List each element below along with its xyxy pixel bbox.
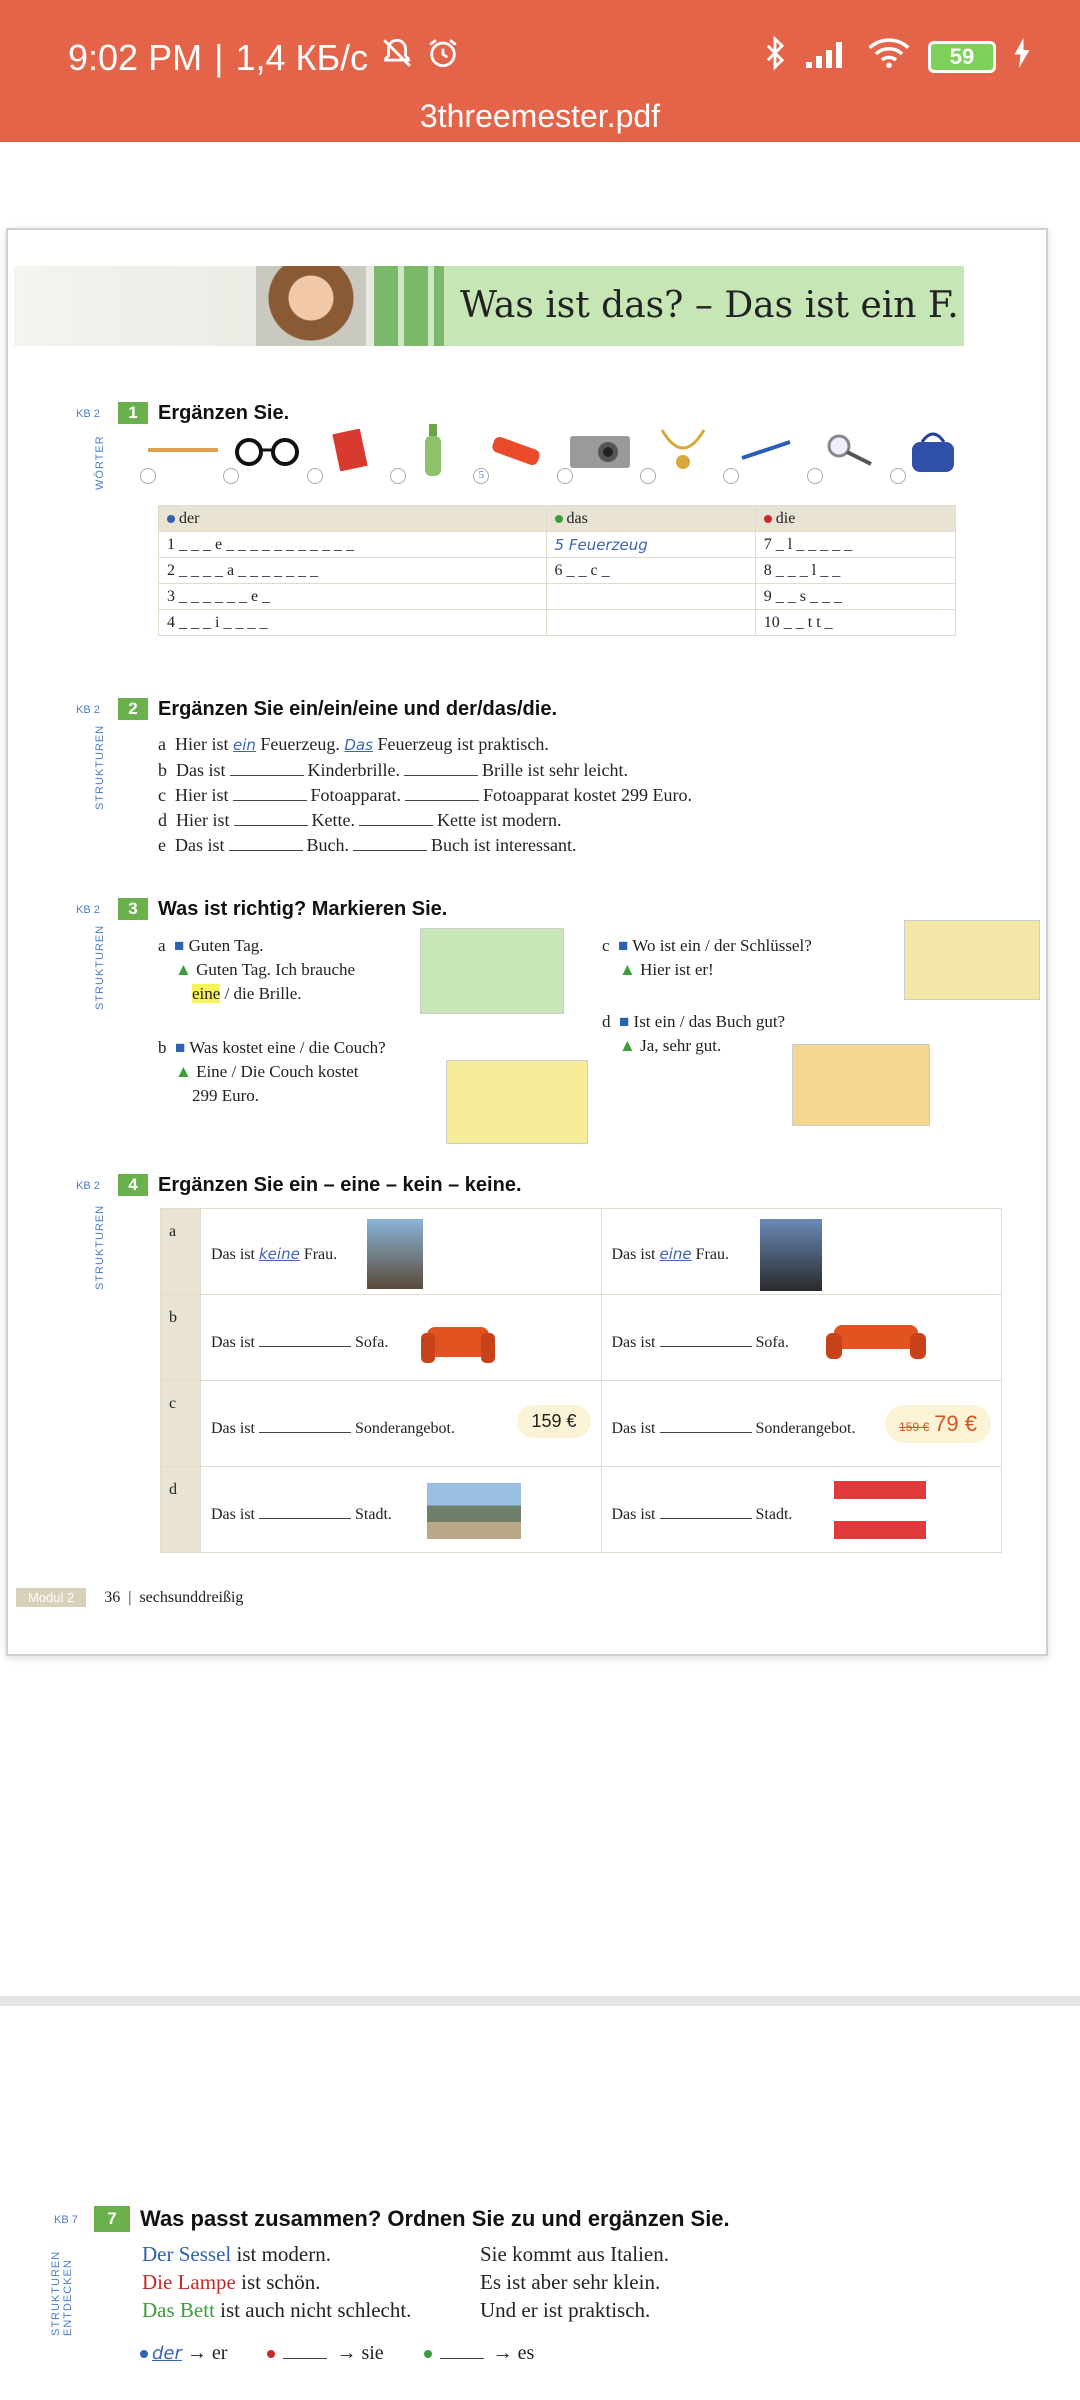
line-text: Fotoapparat. [310, 785, 401, 805]
old-price: 159 € [899, 1420, 930, 1434]
der-dot [167, 515, 175, 523]
answer-circle [307, 468, 323, 484]
status-right [762, 36, 1030, 78]
line-text: Was kostet eine / die Couch? [189, 1038, 386, 1057]
line-text: Hier ist [175, 734, 229, 754]
line-text: Kette ist modern. [436, 810, 562, 830]
dialog-line [158, 1060, 386, 1084]
pronoun-text: er [211, 2342, 228, 2364]
exercise-3c [602, 934, 812, 982]
answer-circle: 5 [473, 468, 489, 484]
battery-indicator: 59 [928, 41, 996, 73]
handwritten-answer: der [152, 2343, 182, 2364]
row-letter: a [161, 1209, 201, 1295]
table-cell [546, 610, 755, 636]
side-label: STRUKTUREN [94, 924, 106, 1010]
answer-circle [807, 468, 823, 484]
list-item [142, 2296, 411, 2324]
exercise-2-lines [158, 732, 692, 858]
triangle-marker-icon: ▲ [175, 960, 192, 979]
triangle-marker-icon: ▲ [619, 960, 636, 979]
side-label: STRUKTUREN [94, 1204, 106, 1290]
line-text: Ist ein / das Buch gut? [633, 1012, 786, 1031]
line-text: Hier ist [176, 810, 230, 830]
die-dot [267, 2350, 275, 2358]
line-letter: e [158, 835, 166, 855]
dialog-line [602, 1034, 785, 1058]
dialog-line [158, 1084, 386, 1108]
cell-sentence [612, 1417, 856, 1438]
sentence-line [158, 808, 692, 833]
dialog-line [602, 1010, 785, 1034]
list-item: Und er ist praktisch. [480, 2298, 651, 2322]
cell-text: Stadt. [755, 1506, 793, 1523]
blank-field[interactable] [660, 1417, 752, 1433]
page-footer: Modul 2 36 | sechsunddreißig [16, 1588, 243, 1607]
line-text: Das ist [176, 760, 226, 780]
kb-label: KB 2 [76, 704, 100, 716]
glasses-shop-image [420, 928, 564, 1014]
status-time: 9:02 PM [68, 36, 203, 78]
pencil-icon [148, 420, 218, 480]
new-price: 79 € [934, 1411, 977, 1436]
answer-circle [640, 468, 656, 484]
sentence-list-right [480, 2240, 669, 2324]
cell-text: Das ist [211, 1420, 255, 1437]
exercise-title: Ergänzen Sie ein/ein/eine und der/das/die. [158, 698, 557, 720]
table-cell [201, 1381, 602, 1467]
table-cell [601, 1381, 1002, 1467]
header-der-label: der [179, 509, 200, 527]
cell-text: Frau. [303, 1246, 338, 1263]
modul-badge: Modul 2 [16, 1588, 86, 1607]
list-item: Es ist aber sehr klein. [480, 2270, 661, 2294]
mute-icon [380, 36, 414, 79]
kb-label: KB 2 [76, 408, 100, 420]
sentence-list-left [142, 2240, 411, 2324]
banner-title: Was ist das? – Das ist ein F. [444, 266, 964, 346]
table-header-row [159, 506, 956, 532]
cell-sentence [612, 1503, 793, 1524]
handwritten-answer: ein [233, 736, 256, 754]
pronoun-das: → es [424, 2342, 535, 2365]
die-dot [764, 515, 772, 523]
line-letter: d [602, 1012, 611, 1031]
line-letter: a [158, 936, 166, 955]
dialog-line [602, 934, 812, 958]
camera-icon [565, 420, 635, 480]
status-speed: 1,4 КБ/с [235, 36, 369, 78]
handwritten-answer: keine [259, 1245, 300, 1263]
side-label: STRUKTUREN [94, 724, 106, 810]
line-text: Guten Tag. [188, 936, 264, 955]
page-separator [0, 1996, 1080, 2006]
table-cell: 4 _ _ _ i _ _ _ _ [159, 610, 547, 636]
object-icons-row [148, 420, 968, 480]
table-row [161, 1381, 1002, 1467]
car-key-image [904, 920, 1040, 1000]
line-text: Eine / Die Couch kostet [196, 1062, 359, 1081]
blank-field[interactable] [660, 1503, 752, 1519]
table-cell [201, 1295, 602, 1381]
sentence-line [158, 833, 692, 858]
cell-text: Das ist [211, 1506, 255, 1523]
table-cell [201, 1209, 602, 1295]
banner-strip [374, 266, 444, 346]
line-text: Buch ist interessant. [431, 835, 577, 855]
highlighted-answer[interactable]: eine [192, 984, 221, 1003]
alarm-icon [426, 36, 460, 79]
blank-field[interactable] [230, 760, 304, 776]
status-separator: | [214, 36, 224, 78]
cell-sentence [211, 1503, 392, 1524]
kb-label: KB 2 [76, 904, 100, 916]
pronoun-text: sie [361, 2342, 384, 2364]
answer-circle [890, 468, 906, 484]
header-das-label: das [566, 509, 588, 527]
answer-circle [140, 468, 156, 484]
colored-noun: Die Lampe [142, 2270, 236, 2294]
der-dot [140, 2350, 148, 2358]
line-text: Das ist [175, 835, 225, 855]
line-text: Feuerzeug. [260, 734, 340, 754]
table-cell: 6 _ _ c _ [546, 558, 755, 584]
exercise-title: Was passt zusammen? Ordnen Sie zu und ergänzen Sie. [140, 2206, 730, 2231]
kb-label: KB 2 [76, 1180, 100, 1192]
list-item: Sie kommt aus Italien. [480, 2242, 669, 2266]
line-text: 299 Euro. [192, 1086, 260, 1105]
triangle-marker-icon: ▲ [175, 1062, 192, 1081]
exercise-4-table [160, 1208, 1002, 1553]
table-cell: 1 _ _ _ e _ _ _ _ _ _ _ _ _ _ _ [159, 532, 547, 558]
cell-text: Sofa. [355, 1334, 389, 1351]
blank-field[interactable] [283, 2343, 327, 2359]
table-cell-handwritten: 5 Feuerzeug [546, 532, 755, 558]
exercise-title: Ergänzen Sie ein – eine – kein – keine. [158, 1174, 522, 1196]
cell-text: Das ist [611, 1506, 656, 1523]
pen-icon [731, 420, 801, 480]
exercise-number: 7 [94, 2206, 130, 2232]
triangle-marker-icon: ▲ [619, 1036, 636, 1055]
glasses-icon [231, 420, 301, 480]
answer-circle [390, 468, 406, 484]
colored-noun: Der Sessel [142, 2242, 232, 2266]
table-row [161, 1295, 1002, 1381]
line-letter: b [158, 1038, 167, 1057]
pdf-page-1[interactable] [6, 228, 1048, 1656]
cell-sentence [211, 1417, 455, 1438]
blank-field[interactable] [660, 1331, 752, 1347]
table-cell: 9 _ _ s _ _ _ [755, 584, 955, 610]
article-table [158, 505, 956, 636]
banner-photo [256, 266, 366, 346]
table-cell: 7 _ l _ _ _ _ _ [755, 532, 955, 558]
signal-icon [806, 38, 850, 76]
line-text: Buch. [306, 835, 349, 855]
table-row [159, 558, 956, 584]
list-item [142, 2268, 411, 2296]
city-photo [427, 1483, 521, 1539]
line-letter: d [158, 810, 167, 830]
bottle-icon [398, 420, 468, 480]
handwritten-answer: Das [344, 736, 373, 754]
cell-text: Das ist [611, 1420, 656, 1437]
sentence-line [158, 758, 692, 783]
line-letter: c [602, 936, 610, 955]
side-label: STRUKTUREN ENTDECKEN [50, 2250, 74, 2336]
sofa-icon [824, 1319, 928, 1368]
line-text: Kinderbrille. [307, 760, 400, 780]
blank-field[interactable] [404, 760, 478, 776]
cell-text: Das ist [611, 1334, 656, 1351]
table-row [161, 1209, 1002, 1295]
cell-text: Stadt. [355, 1506, 392, 1523]
cell-sentence [211, 1331, 388, 1352]
exercise-number: 4 [118, 1174, 148, 1196]
top-bar [0, 0, 1080, 142]
pronoun-die: → sie [267, 2342, 383, 2365]
cell-text: Sofa. [755, 1334, 789, 1351]
sentence-line [158, 783, 692, 808]
table-row [159, 584, 956, 610]
exercise-number: 1 [118, 402, 148, 424]
header-der [159, 506, 547, 532]
answer-circle [723, 468, 739, 484]
cell-text: Das ist [211, 1334, 255, 1351]
square-marker-icon: ■ [619, 1012, 630, 1031]
line-text: ist modern. [236, 2242, 331, 2266]
table-row [159, 610, 956, 636]
table-cell [601, 1295, 1002, 1381]
dialog-line [602, 958, 812, 982]
kb-label: KB 7 [54, 2214, 78, 2226]
header-das [546, 506, 755, 532]
row-letter: b [161, 1295, 201, 1381]
table-cell [601, 1467, 1002, 1553]
line-text: Guten Tag. Ich brauche [196, 960, 356, 979]
cell-text: Das ist [611, 1246, 656, 1263]
page-banner [14, 266, 964, 346]
header-die-label: die [775, 509, 796, 527]
side-label: WÖRTER [94, 435, 106, 490]
das-dot [424, 2350, 432, 2358]
cell-sentence [612, 1331, 789, 1352]
cell-sentence [612, 1245, 729, 1264]
pronoun-row [140, 2342, 534, 2365]
blank-field[interactable] [259, 1417, 351, 1433]
row-letter: d [161, 1467, 201, 1553]
exercise-title: Ergänzen Sie. [158, 402, 290, 424]
list-item [142, 2240, 411, 2268]
status-left [68, 36, 460, 79]
line-letter: b [158, 760, 167, 780]
table-cell [201, 1467, 602, 1553]
table-cell: 10 _ _ t t _ [755, 610, 955, 636]
bluetooth-icon [762, 36, 788, 78]
price-tag: 159 € [517, 1405, 590, 1438]
blank-field[interactable] [234, 810, 308, 826]
line-text: Brille ist sehr leicht. [481, 760, 628, 780]
book-icon [315, 420, 385, 480]
line-text: Fotoapparat kostet 299 Euro. [482, 785, 692, 805]
blank-field[interactable] [229, 835, 303, 851]
table-row [159, 532, 956, 558]
line-text: Ja, sehr gut. [640, 1036, 722, 1055]
exercise-number: 2 [118, 698, 148, 720]
colored-noun: Das Bett [142, 2298, 215, 2322]
woman-photo [760, 1219, 822, 1291]
book-reading-image [792, 1044, 930, 1126]
line-text: / die Brille. [224, 984, 302, 1003]
pronoun-der: der → er [140, 2342, 227, 2365]
blank-field[interactable] [440, 2343, 484, 2359]
line-text: ist auch nicht schlecht. [220, 2298, 412, 2322]
blank-field[interactable] [405, 785, 479, 801]
table-cell: 8 _ _ _ l _ _ [755, 558, 955, 584]
magnifier-icon [815, 420, 885, 480]
exercise-number: 3 [118, 898, 148, 920]
woman-photo [367, 1219, 423, 1289]
cell-sentence [211, 1245, 337, 1264]
sale-price-tag [885, 1405, 991, 1443]
line-letter: a [158, 734, 166, 754]
table-cell [601, 1209, 1002, 1295]
bag-icon [898, 420, 968, 480]
answer-circle [557, 468, 573, 484]
line-letter: c [158, 785, 166, 805]
exercise-3a [158, 934, 355, 1006]
handwritten-answer: eine [659, 1245, 692, 1263]
line-text: Hier ist er! [640, 960, 714, 979]
header-die [755, 506, 955, 532]
exercise-3d [602, 1010, 785, 1058]
dialog-line [158, 1036, 386, 1060]
blank-field[interactable] [233, 785, 307, 801]
line-text: Hier ist [175, 785, 229, 805]
row-letter: c [161, 1381, 201, 1467]
cell-text: Frau. [695, 1246, 729, 1263]
dialog-line [158, 958, 355, 982]
line-text: Wo ist ein / der Schlüssel? [632, 936, 812, 955]
table-cell [546, 584, 755, 610]
armchair-icon [419, 1313, 497, 1372]
document-title[interactable]: 3threemester.pdf [419, 98, 661, 134]
square-marker-icon: ■ [175, 1038, 186, 1057]
page-number: 36 [104, 1589, 121, 1606]
pronoun-text: es [517, 2342, 535, 2364]
cell-text: Das ist [211, 1246, 255, 1263]
exercise-title: Was ist richtig? Markieren Sie. [158, 898, 448, 920]
square-marker-icon: ■ [174, 936, 185, 955]
dialog-line [158, 982, 355, 1006]
das-dot [555, 515, 563, 523]
page-number-word: sechsunddreißig [139, 1589, 244, 1606]
blank-field[interactable] [353, 835, 427, 851]
square-marker-icon: ■ [618, 936, 629, 955]
line-text: Feuerzeug ist praktisch. [377, 734, 549, 754]
charging-icon [1014, 38, 1030, 76]
line-text: ist schön. [241, 2270, 321, 2294]
sentence-line [158, 732, 692, 758]
couch-shop-image [446, 1060, 588, 1144]
blank-field[interactable] [259, 1331, 351, 1347]
dialog-line [158, 934, 355, 958]
flag-icon [834, 1481, 926, 1546]
table-cell: 3 _ _ _ _ _ _ e _ [159, 584, 547, 610]
table-row [161, 1467, 1002, 1553]
wifi-icon [868, 37, 910, 77]
blank-field[interactable] [359, 810, 433, 826]
exercise-3b [158, 1036, 386, 1108]
answer-circle [223, 468, 239, 484]
cell-text: Sonderangebot. [755, 1420, 856, 1437]
lighter-icon [478, 420, 551, 481]
blank-field[interactable] [259, 1503, 351, 1519]
line-text: Kette. [311, 810, 355, 830]
cell-text: Sonderangebot. [355, 1420, 455, 1437]
pdf-page-2[interactable] [0, 2006, 1080, 2400]
necklace-icon [648, 420, 718, 480]
table-cell: 2 _ _ _ _ a _ _ _ _ _ _ _ [159, 558, 547, 584]
